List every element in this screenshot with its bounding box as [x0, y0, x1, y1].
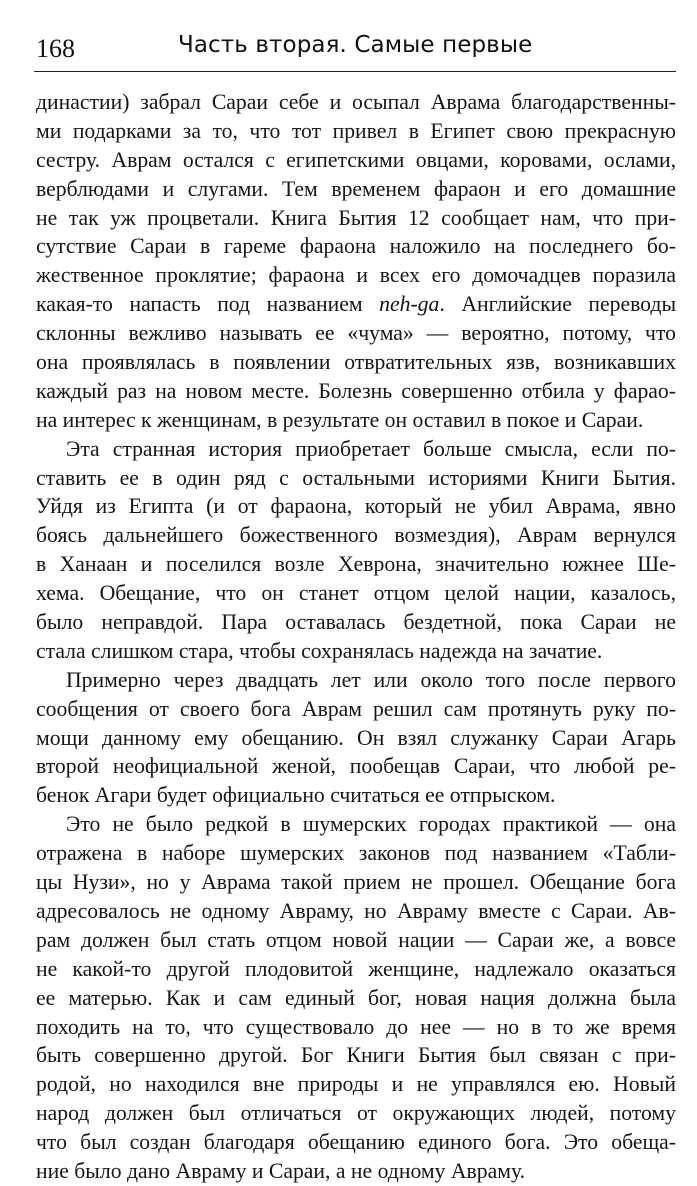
text-line-content: Это не было редкой в шумерских городах практикой — она: [66, 812, 676, 837]
header-rule: [34, 71, 676, 72]
paragraph: [36, 666, 676, 810]
text-line-content: было неправдой. Пара оставалась бездетной, пока Сараи не: [36, 610, 676, 635]
text-line-content: не так уж процветали. Книга Бытия 12 сообщает нам, что при-: [36, 205, 676, 230]
text-line: [36, 146, 676, 175]
text-line: [36, 550, 676, 579]
text-line-content: в Ханаан и поселился возле Хеврона, значительно южнее Ше-: [36, 552, 676, 577]
text-line-content: отражена в наборе шумерских законов под названием «Табли-: [36, 841, 676, 866]
text-line-content: склонны вежливо называть ее «чума» — вероятно, потому, что: [36, 321, 676, 346]
text-line: [36, 319, 676, 348]
text-line-content: народ должен был отличаться от окружающих людей, потому: [36, 1101, 676, 1126]
text-line-content: верблюдами и слугами. Тем временем фараон и его домашние: [36, 176, 676, 201]
text-line: [36, 521, 676, 550]
running-head: Часть вторая. Самые первые: [178, 32, 533, 58]
text-line-content: рам должен был стать отцом новой нации — Сараи же, а вовсе: [36, 927, 676, 952]
text-line: [36, 492, 676, 521]
text-line: [36, 88, 676, 117]
text-line: [36, 579, 676, 608]
text-line-content: каждый раз на новом месте. Болезнь совершенно отбила у фарао-: [36, 378, 676, 403]
text-line-content: жественное проклятие; фараона и всех его домочадцев поразила: [36, 263, 676, 288]
paragraph: [36, 435, 676, 666]
text-line-content: Уйдя из Египта (и от фараона, который не убил Аврама, явно: [36, 494, 676, 519]
text-line-content: сестру. Аврам остался с египетскими овцами, коровами, ослами,: [36, 147, 676, 172]
text-line-content: династии) забрал Сараи себе и осыпал Аврама благодарственны-: [36, 90, 676, 114]
text-line-content: родой, но находился вне природы и не управлялся ею. Новый: [36, 1072, 676, 1097]
text-line: [36, 868, 676, 897]
text-line-content: сутствие Сараи в гареме фараона наложило на последнего бо-: [36, 234, 676, 259]
text-line: [36, 810, 676, 839]
page-header: [34, 30, 674, 70]
text-line-content: ставить ее в один ряд с остальными историями Книги Бытия.: [36, 465, 676, 490]
text-line: [36, 348, 676, 377]
text-line: [36, 695, 676, 724]
text-line: [36, 1041, 676, 1070]
text-line: [36, 637, 676, 666]
text-line: [36, 926, 676, 955]
text-line: [36, 666, 676, 695]
text-line-content: сообщения от своего бога Аврам решил сам протянуть руку по-: [36, 696, 676, 721]
text-line-content: бенок Агари будет официально считаться ее отпрыском.: [36, 783, 556, 808]
text-line: [36, 1128, 676, 1157]
text-line: [36, 984, 676, 1013]
text-line-content: боясь дальнейшего божественного возмездия), Аврам вернулся: [36, 523, 676, 548]
italic-term: neh-ga: [379, 292, 440, 317]
text-line-content: второй неофициальной женой, пообещав Сараи, что любой ре-: [36, 754, 676, 779]
text-line-content: ние было дано Авраму и Сараи, а не одному Авраму.: [36, 1158, 526, 1183]
text-line: [36, 377, 676, 406]
text-line-content: на интерес к женщинам, в результате он оставил в покое и Сараи.: [36, 407, 644, 432]
text-line-content: мощи данному ему обещанию. Он взял служанку Сараи Агарь: [36, 725, 676, 750]
text-line: [36, 839, 676, 868]
text-line-content: Примерно через двадцать лет или около того после первого: [66, 667, 676, 692]
text-line: [36, 1157, 676, 1186]
text-line: [36, 175, 676, 204]
text-line: [36, 955, 676, 984]
text-line: [36, 232, 676, 261]
paragraph: [36, 88, 676, 435]
text-line-content: походить на то, что существовало до нее — но в то же время: [36, 1014, 676, 1039]
text-line: [36, 608, 676, 637]
text-line-content: цы Нузи», но у Аврама такой прием не прошел. Обещание бога: [36, 870, 676, 895]
text-line: [36, 464, 676, 493]
text-line: [36, 1099, 676, 1128]
text-line: [36, 724, 676, 753]
text-line: [36, 290, 676, 319]
text-line-content: какая-то напасть под названием neh-ga. Английские переводы: [36, 292, 676, 317]
text-line-content: что был создан благодаря обещанию единого бога. Это обеща-: [36, 1130, 676, 1155]
text-line: [36, 781, 676, 810]
text-line: [36, 1013, 676, 1042]
text-line: [36, 204, 676, 233]
text-line-content: хема. Обещание, что он станет отцом целой нации, казалось,: [36, 581, 676, 606]
text-line-content: не какой-то другой плодовитой женщине, надлежало оказаться: [36, 956, 676, 981]
text-line-content: ми подарками за то, что тот привел в Египет свою прекрасную: [36, 118, 676, 143]
paragraph: [36, 810, 676, 1186]
text-line-content: Эта странная история приобретает больше смысла, если по-: [66, 436, 676, 461]
text-line: [36, 261, 676, 290]
text-line: [36, 1070, 676, 1099]
body-text: [36, 88, 676, 1186]
page-number: 168: [36, 34, 75, 63]
text-line: [36, 897, 676, 926]
text-line-content: ее матерью. Как и сам единый бог, новая нация должна была: [36, 985, 676, 1010]
text-line-content: быть совершенно другой. Бог Книги Бытия был связан с при-: [36, 1043, 676, 1068]
text-line: [36, 117, 676, 146]
text-line-content: она проявлялась в появлении отвратительных язв, возникавших: [36, 350, 676, 375]
text-line-content: стала слишком стара, чтобы сохранялась надежда на зачатие.: [36, 638, 603, 663]
text-line: [36, 752, 676, 781]
text-line: [36, 406, 676, 435]
text-line: [36, 435, 676, 464]
text-line-content: адресовалось не одному Авраму, но Авраму вместе с Сараи. Ав-: [36, 898, 676, 923]
